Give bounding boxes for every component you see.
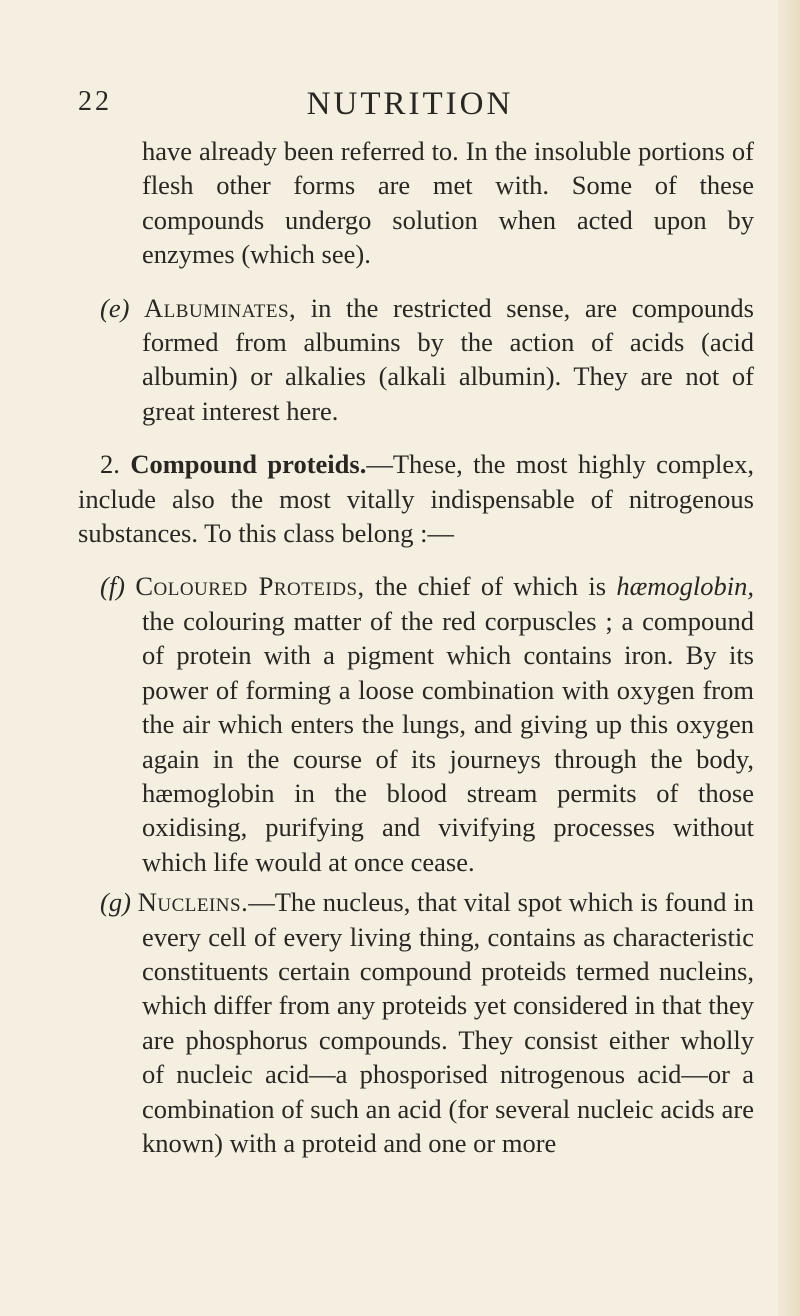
coloured-proteids-text-1: the chief of which is	[364, 571, 617, 602]
body-text	[78, 134, 754, 1160]
paragraph-nucleins	[78, 885, 754, 1160]
compound-proteids-text: —These, the most highly complex, include also the most vitally indispensable of nitrogenous substances. To this class belong :—	[78, 449, 755, 549]
albuminates-text: in the restricted sense, are compounds formed from albumins by the action of acids (acid albumin) or alkalies (alkali albumin). They are not of great interest here.	[142, 292, 754, 426]
term-haemoglobin: hæmoglobin,	[616, 571, 755, 602]
running-head: NUTRITION	[306, 86, 514, 122]
term-albuminates: Albuminates,	[144, 292, 297, 323]
term-coloured-proteids: Coloured Proteids,	[135, 571, 365, 602]
page-header	[78, 86, 742, 126]
paragraph-albuminates	[78, 291, 754, 429]
item-label-e: (e)	[100, 292, 130, 323]
item-label-f: (f)	[100, 571, 126, 602]
nucleins-text: —The nucleus, that vital spot which is found in every cell of every living thing, contains as characteristic constituents certain compound proteids termed nucleins, which differ from any proteids yet considered in that they are phosphorus compounds. They consist either wholly of nucleic acid—a phosporised nitrogenous acid—or a combination of such an acid (for several nucleic acids are known) with a proteid and one or more	[142, 887, 754, 1158]
item-label-g: (g)	[100, 887, 131, 918]
section-number: 2.	[100, 449, 120, 480]
term-nucleins: Nucleins.	[137, 887, 249, 918]
page-number: 22	[78, 86, 112, 117]
paragraph-compound-proteids	[78, 447, 754, 550]
coloured-proteids-text-2: the colouring matter of the red corpuscles ; a compound of protein with a pigment which contains iron. By its power of forming a loose combination with oxygen from the air which enters the lungs, and giving up this oxygen again in the course of its journeys through the body, hæmoglobin in the blood stream permits of those oxidising, purifying and vivifying processes without which life would at once cease.	[142, 605, 754, 877]
term-compound-proteids: Compound proteids.	[130, 449, 367, 480]
paragraph-continuation: have already been referred to. In the insoluble portions of flesh other forms are met with. Some of these compounds undergo solution when acted upon by enzymes (which see).	[142, 136, 754, 270]
paragraph-coloured-proteids	[78, 569, 754, 879]
page-edge	[778, 0, 800, 1316]
